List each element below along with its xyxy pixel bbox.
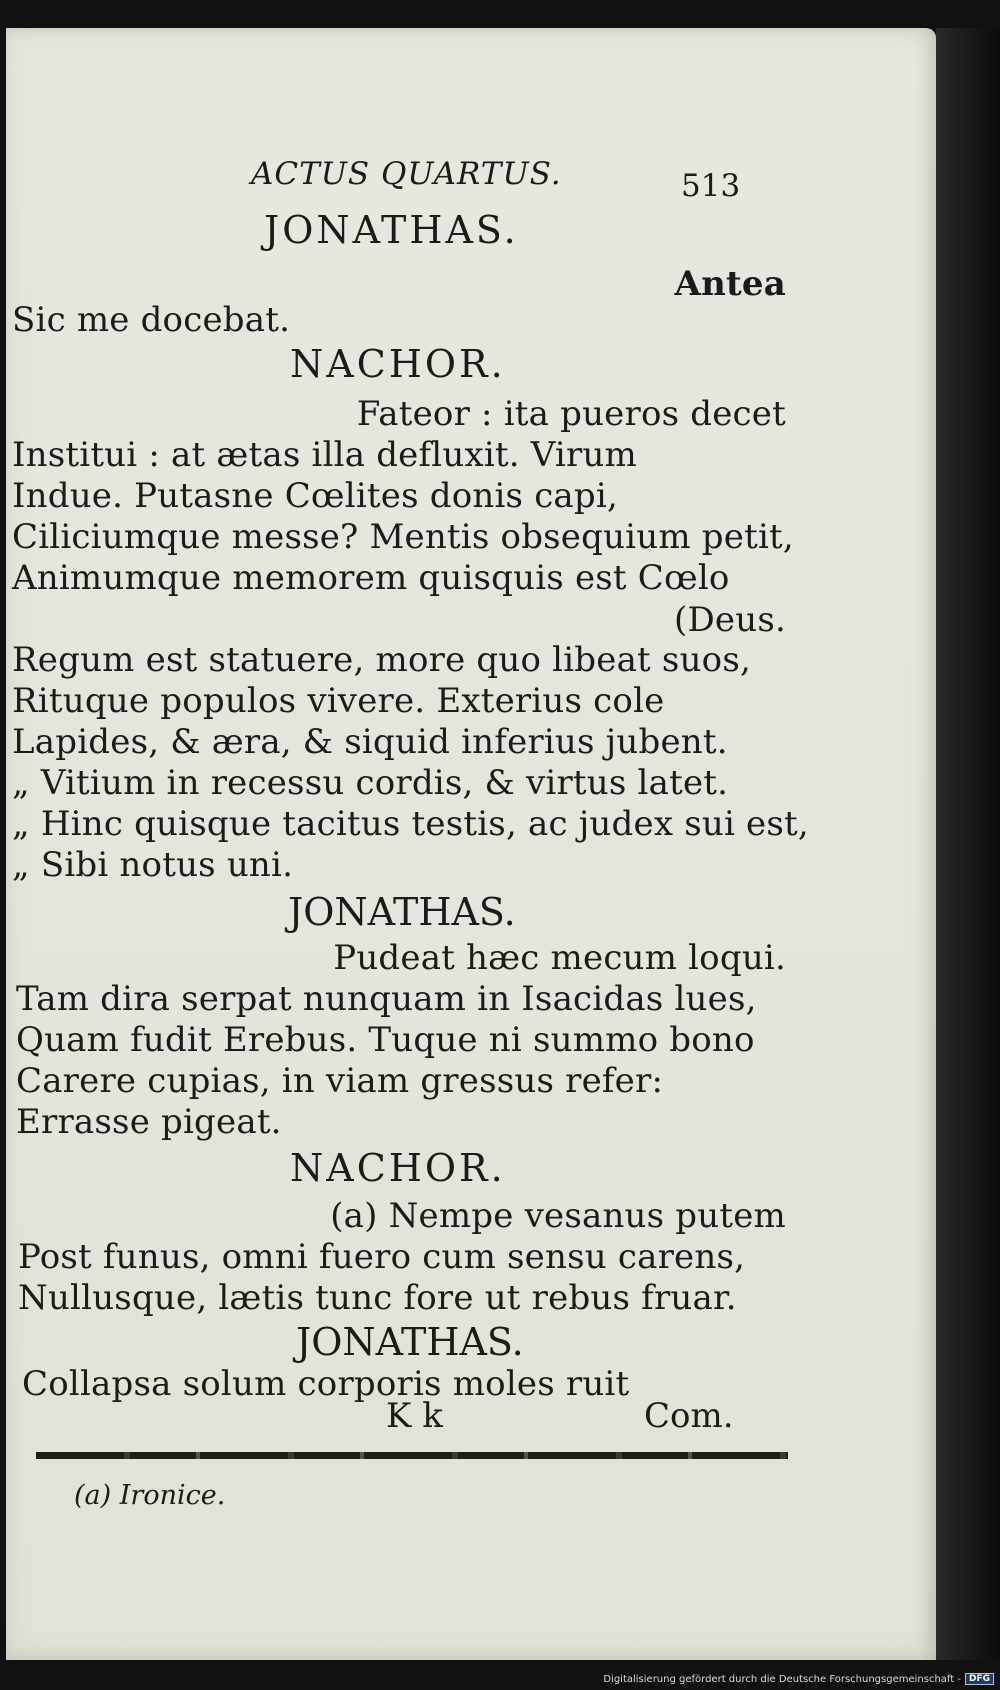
- footnote: (a) Ironice.: [74, 1480, 226, 1511]
- speaker-jonathas: JONATHAS.: [288, 890, 516, 934]
- verse-line: Errasse pigeat.: [16, 1102, 282, 1142]
- verse-line: Quam fudit Erebus. Tuque ni summo bono: [16, 1020, 755, 1060]
- verse-line: „ Hinc quisque tacitus testis, ac judex sui est,: [12, 804, 809, 844]
- book-edge-shadow: [936, 28, 1000, 1660]
- speaker-jonathas: JONATHAS.: [264, 208, 519, 252]
- dfg-logo: DFG: [965, 1673, 994, 1685]
- verse-line: Institui : at ætas illa defluxit. Virum: [12, 435, 637, 475]
- verse-line: „ Sibi notus uni.: [12, 845, 294, 885]
- speaker-nachor: NACHOR.: [290, 1146, 506, 1190]
- verse-line: Lapides, & æra, & siquid inferius jubent.: [12, 722, 728, 762]
- verse-line: Rituque populos vivere. Exterius cole: [12, 681, 665, 721]
- verse-line: Carere cupias, in viam gressus refer:: [16, 1061, 664, 1101]
- running-title: ACTUS QUARTUS.: [251, 156, 562, 192]
- verse-line: Ciliciumque messe? Mentis obsequium petit,: [12, 517, 794, 557]
- verse-line: „ Vitium in recessu cordis, & virtus latet.: [12, 763, 729, 803]
- verse-line: Nullusque, lætis tunc fore ut rebus fruar.: [18, 1278, 737, 1318]
- speaker-jonathas: JONATHAS.: [296, 1320, 524, 1364]
- verse-line: Indue. Putasne Cœlites donis capi,: [12, 476, 618, 516]
- verse-line: Collapsa solum corporis moles ruit: [22, 1364, 630, 1404]
- verse-line: Post funus, omni fuero cum sensu carens,: [18, 1237, 746, 1277]
- verse-line: Regum est statuere, more quo libeat suos,: [12, 640, 752, 680]
- credit-text: Digitalisierung gefördert durch die Deutsche Forschungsgemeinschaft -: [603, 1674, 961, 1685]
- verse-line: Tam dira serpat nunquam in Isacidas lues,: [16, 979, 757, 1019]
- book-page: [6, 28, 936, 1660]
- verse-line: Pudeat hæc mecum loqui.: [333, 938, 786, 978]
- verse-line: Fateor : ita pueros decet: [356, 394, 786, 434]
- verse-line: Antea: [674, 264, 786, 304]
- verse-line: Sic me docebat.: [12, 300, 291, 340]
- speaker-nachor: NACHOR.: [290, 342, 506, 386]
- catchword: Com.: [644, 1396, 734, 1436]
- digitization-credit: [603, 1673, 994, 1685]
- verse-line: (a) Nempe vesanus putem: [330, 1196, 786, 1236]
- page-number: 513: [681, 168, 741, 204]
- footnote-rule: [36, 1452, 788, 1459]
- verse-line: Animumque memorem quisquis est Cœlo: [12, 558, 730, 598]
- signature-mark: K k: [386, 1396, 443, 1436]
- verse-line: (Deus.: [674, 600, 786, 640]
